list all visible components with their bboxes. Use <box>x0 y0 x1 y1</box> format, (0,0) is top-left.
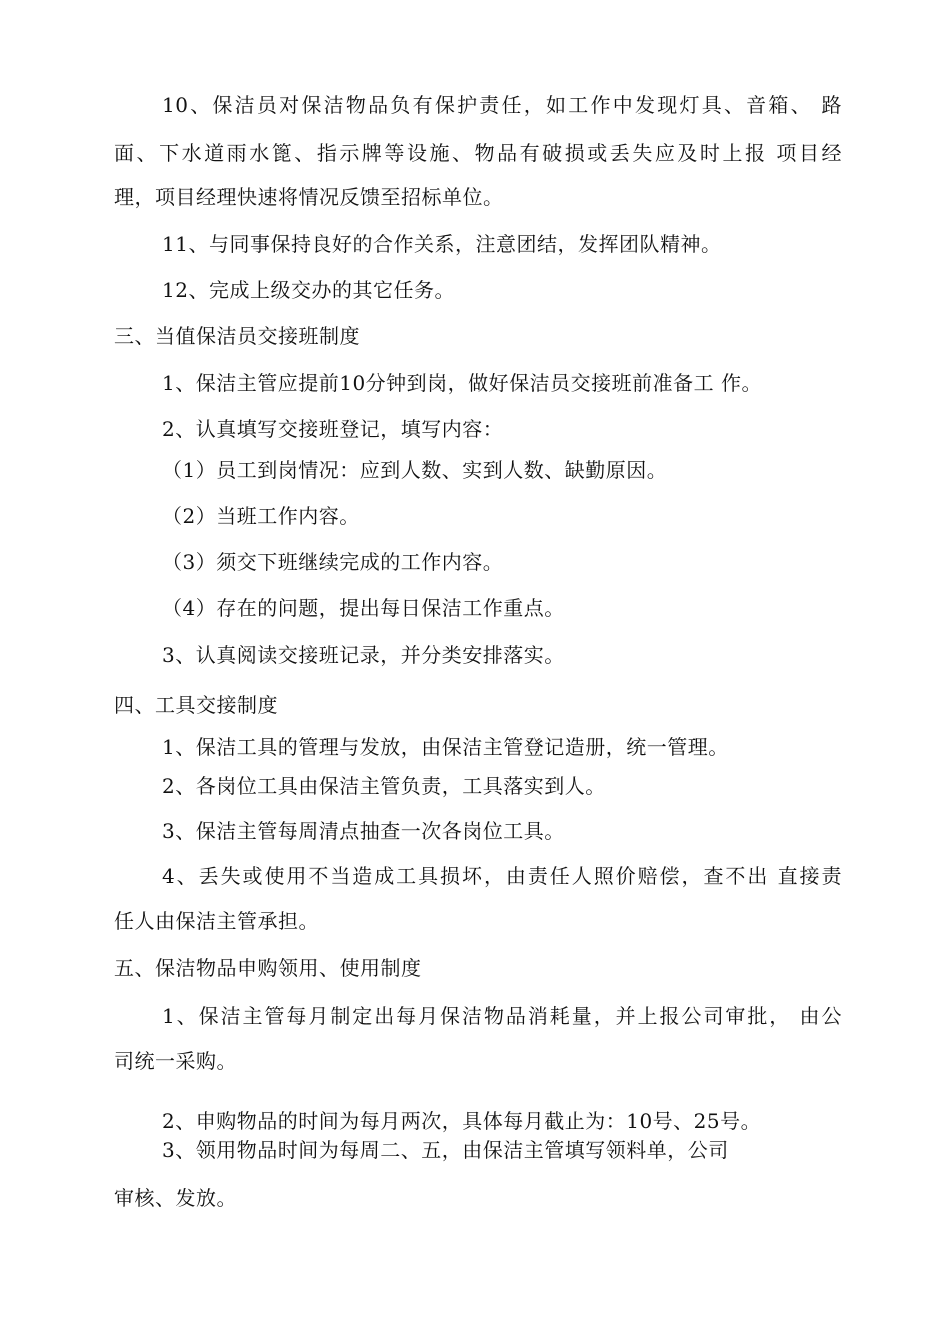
section-3-subitem-3: （3）须交下班继续完成的工作内容。 <box>162 550 504 574</box>
section-5-item-3-line-2: 审核、发放。 <box>114 1186 237 1210</box>
section-4-item-3: 3、保洁主管每周清点抽查一次各岗位工具。 <box>162 819 565 843</box>
section-3-item-2: 2、认真填写交接班登记，填写内容： <box>162 417 504 441</box>
paragraph-10-line-3: 理，项目经理快速将情况反馈至招标单位。 <box>114 185 504 209</box>
section-4-item-4-line-1: 4、丢失或使用不当造成工具损坏，由责任人照价赔偿，查不出 直接责 <box>162 864 842 888</box>
section-5-item-2: 2、申购物品的时间为每月两次，具体每月截止为：10号、25号。 <box>162 1109 762 1133</box>
paragraph-10-line-2: 面、下水道雨水篦、指示牌等设施、物品有破损或丢失应及时上报 项目经 <box>114 141 842 165</box>
section-5-item-1-line-2: 司统一采购。 <box>114 1049 237 1073</box>
section-4-item-4-line-2: 任人由保洁主管承担。 <box>114 909 319 933</box>
section-3-subitem-4: （4）存在的问题，提出每日保洁工作重点。 <box>162 596 565 620</box>
section-5-item-3-line-1: 3、领用物品时间为每周二、五，由保洁主管填写领料单，公司 <box>162 1138 729 1162</box>
paragraph-12: 12、完成上级交办的其它任务。 <box>162 278 455 302</box>
section-heading-3: 三、当值保洁员交接班制度 <box>114 324 360 348</box>
section-5-item-1-line-1: 1、保洁主管每月制定出每月保洁物品消耗量，并上报公司审批， 由公 <box>162 1004 842 1028</box>
section-heading-4: 四、工具交接制度 <box>114 693 278 717</box>
section-4-item-1: 1、保洁工具的管理与发放，由保洁主管登记造册，统一管理。 <box>162 735 729 759</box>
section-3-item-1: 1、保洁主管应提前10分钟到岗，做好保洁员交接班前准备工 作。 <box>162 371 763 395</box>
section-3-subitem-1: （1）员工到岗情况：应到人数、实到人数、缺勤原因。 <box>162 458 668 482</box>
section-3-item-3: 3、认真阅读交接班记录，并分类安排落实。 <box>162 643 565 667</box>
section-4-item-2: 2、各岗位工具由保洁主管负责，工具落实到人。 <box>162 774 606 798</box>
section-heading-5: 五、保洁物品申购领用、使用制度 <box>114 956 422 980</box>
paragraph-11: 11、与同事保持良好的合作关系，注意团结，发挥团队精神。 <box>162 232 722 256</box>
paragraph-10-line-1: 10、保洁员对保洁物品负有保护责任，如工作中发现灯具、音箱、 路 <box>162 93 842 117</box>
section-3-subitem-2: （2）当班工作内容。 <box>162 504 360 528</box>
